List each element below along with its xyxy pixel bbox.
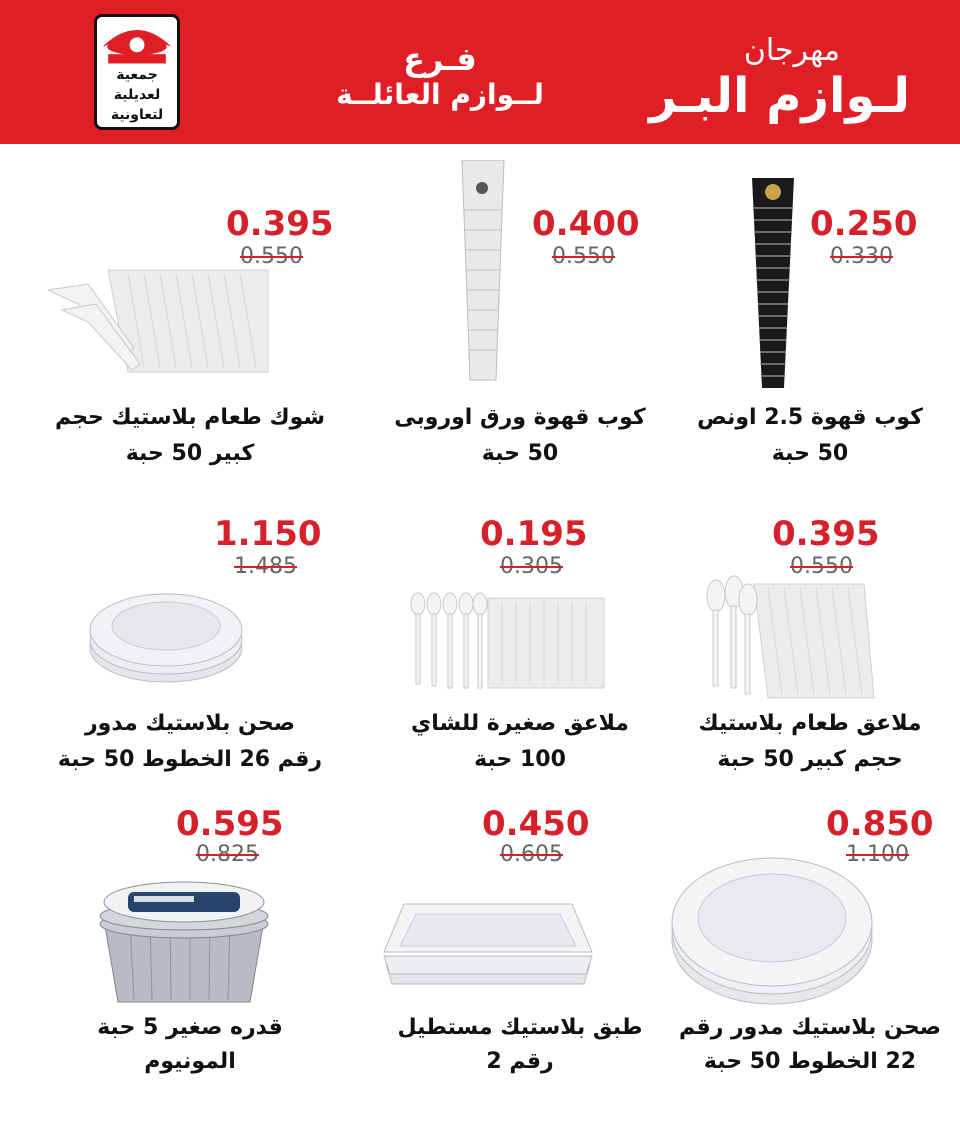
logo-emblem-icon [97, 17, 177, 69]
product-card[interactable] [660, 160, 960, 466]
product-name-line-1: صحن بلاستيك مدور [85, 711, 295, 736]
rectangular-tray-stack-icon [380, 900, 596, 990]
tea-spoons-icon [408, 590, 608, 694]
branch-title [320, 40, 560, 112]
product-price: 0.450 [482, 804, 590, 844]
product-card[interactable] [40, 800, 340, 1100]
branch-name: لــوازم العائلــة [336, 78, 544, 111]
plastic-spoons-icon [698, 574, 878, 702]
product-card[interactable] [660, 800, 960, 1100]
product-name-line-1: ملاعق طعام بلاستيك [698, 711, 922, 736]
product-name-line-1: صحن بلاستيك مدور رقم [679, 1015, 941, 1040]
product-name-line-2: 50 حبة [771, 441, 849, 466]
product-name-line-2: رقم 26 الخطوط 50 حبة [57, 747, 323, 772]
plastic-forks-icon [48, 260, 274, 380]
header-banner [0, 0, 960, 144]
product-name-line-2: 100 حبة [474, 747, 566, 772]
large-plate-stack-icon [670, 852, 874, 1008]
product-old-price: 0.825 [196, 842, 259, 867]
product-card[interactable] [40, 470, 340, 770]
product-old-price: 0.605 [500, 842, 563, 867]
product-price: 0.395 [772, 514, 880, 554]
product-price: 1.150 [214, 514, 322, 554]
product-name-line-2: حجم كبير 50 حبة [717, 747, 903, 772]
product-old-price: 0.550 [240, 244, 303, 269]
paper-cup-stack-icon [458, 160, 508, 382]
product-card[interactable] [660, 470, 960, 770]
product-price: 0.850 [826, 804, 934, 844]
product-card[interactable] [40, 160, 340, 466]
black-cup-stack-icon [748, 178, 798, 390]
product-name-line-1: كوب قهوة 2.5 اونص [697, 405, 923, 430]
festival-label: مهرجان [743, 33, 840, 68]
festival-name: لـوازم البـر [649, 68, 910, 124]
product-name-line-1: طبق بلاستيك مستطيل [397, 1015, 643, 1040]
product-old-price: 0.330 [830, 244, 893, 269]
product-card[interactable] [370, 800, 670, 1100]
product-name-line-1: قدره صغير 5 حبة [97, 1015, 283, 1040]
logo-line-1: جمعية [116, 67, 158, 83]
product-name-line-1: كوب قهوة ورق اوروبى [394, 405, 646, 430]
product-card[interactable] [370, 470, 670, 770]
product-price: 0.195 [480, 514, 588, 554]
aluminum-pot-stack-icon [94, 880, 274, 1008]
branch-label: فـرع [403, 40, 477, 78]
product-price: 0.395 [226, 204, 334, 244]
product-name-line-2: رقم 2 [486, 1049, 554, 1074]
product-old-price: 1.485 [234, 554, 297, 579]
round-plate-stack-icon [88, 582, 244, 686]
product-name-line-2: المونيوم [144, 1049, 236, 1074]
festival-title [620, 34, 910, 124]
product-name-line-2: كبير 50 حبة [125, 441, 255, 466]
logo-line-3: لتعاونية [110, 107, 164, 123]
product-name-line-2: 50 حبة [481, 441, 559, 466]
product-name-line-2: 22 الخطوط 50 حبة [703, 1049, 917, 1074]
logo-line-2: لعديلية [113, 87, 161, 103]
product-price: 0.250 [810, 204, 918, 244]
product-old-price: 0.305 [500, 554, 563, 579]
product-price: 0.400 [532, 204, 640, 244]
product-price: 0.595 [176, 804, 284, 844]
product-name-line-1: ملاعق صغيرة للشاي [411, 711, 629, 736]
product-name-line-1: شوك طعام بلاستيك حجم [54, 405, 326, 430]
cooperative-logo [94, 14, 180, 130]
product-old-price: 0.550 [790, 554, 853, 579]
product-card[interactable] [370, 160, 670, 466]
product-old-price: 0.550 [552, 244, 615, 269]
product-old-price: 1.100 [846, 842, 909, 867]
